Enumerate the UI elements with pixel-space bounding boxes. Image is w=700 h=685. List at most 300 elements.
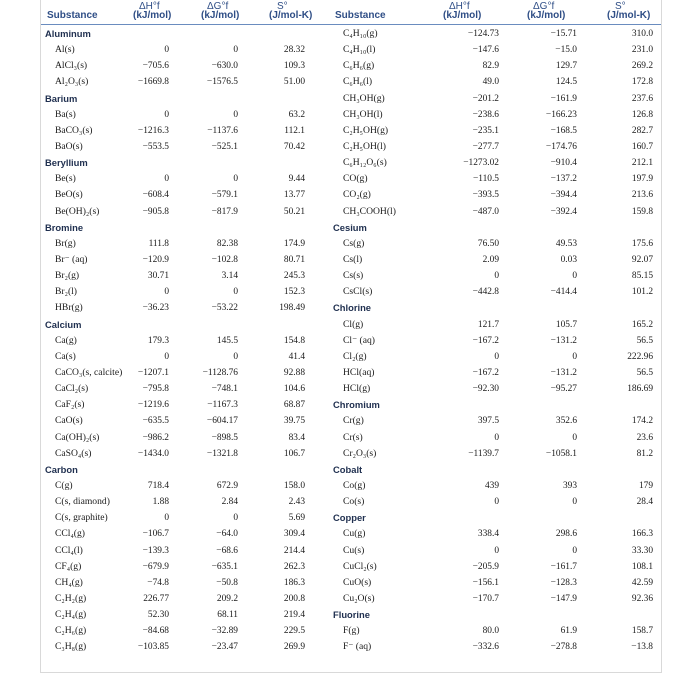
dg-value: −161.9 xyxy=(550,93,577,104)
substance-name: Cl(g) xyxy=(343,318,364,330)
substance-name: Ca(s) xyxy=(55,350,76,362)
s-value: 39.75 xyxy=(283,416,305,427)
substance-name: CO₂(g) xyxy=(343,189,371,201)
header-dg-unit-left: (kJ/mol) xyxy=(201,10,240,21)
dg-value: −50.8 xyxy=(216,577,238,588)
s-value: 56.5 xyxy=(636,367,653,378)
dh-value: −139.3 xyxy=(142,545,169,556)
blank-cell xyxy=(111,91,169,107)
blank-cell xyxy=(435,462,499,478)
dg-value: −128.3 xyxy=(550,577,577,588)
group-heading: Cobalt xyxy=(333,463,363,475)
dh-value: −170.7 xyxy=(472,593,499,604)
substance-name: C₂H₅OH(g) xyxy=(343,124,389,136)
blank-cell xyxy=(255,91,305,107)
right-dh-column xyxy=(435,26,499,655)
blank-cell xyxy=(111,155,169,171)
s-value: 282.7 xyxy=(631,125,653,136)
substance-name: CaF₂(s) xyxy=(55,399,85,411)
substance-name: CuCl₂(s) xyxy=(343,560,377,572)
dh-value: −905.8 xyxy=(142,206,169,217)
substance-name: CaO(s) xyxy=(55,415,83,427)
dg-value: −102.8 xyxy=(211,254,238,265)
s-value: 41.4 xyxy=(288,351,305,362)
s-value: 154.8 xyxy=(283,335,305,346)
table-header xyxy=(41,0,661,25)
s-value: 106.7 xyxy=(283,448,305,459)
s-value: 174.2 xyxy=(631,416,653,427)
blank-cell xyxy=(181,26,238,42)
dg-value: −414.4 xyxy=(550,287,577,298)
dh-value: 0 xyxy=(494,432,499,443)
dg-value: 0 xyxy=(233,45,238,56)
s-value: 101.2 xyxy=(631,287,653,298)
dh-value: −679.9 xyxy=(142,561,169,572)
substance-name: C₂H₄(g) xyxy=(55,609,87,621)
dh-value: 2.09 xyxy=(482,254,499,265)
dg-value: 0 xyxy=(572,432,577,443)
dh-value: −167.2 xyxy=(472,367,499,378)
substance-name: C₂H₂(g) xyxy=(55,592,87,604)
substance-name: CsCl(s) xyxy=(343,286,373,298)
dg-value: −174.76 xyxy=(545,141,577,152)
dg-value: 0 xyxy=(233,109,238,120)
dg-value: 3.14 xyxy=(221,271,238,282)
group-heading: Bromine xyxy=(45,221,84,233)
substance-name: CH₃OH(g) xyxy=(343,92,385,104)
s-value: 108.1 xyxy=(631,561,653,572)
s-value: 237.6 xyxy=(631,93,653,104)
s-value: 33.30 xyxy=(631,545,653,556)
substance-name: Ca(g) xyxy=(55,334,77,346)
substance-name: Al₂O₃(s) xyxy=(55,76,89,88)
blank-cell xyxy=(593,607,653,623)
substance-name: C₆H₆(g) xyxy=(343,60,375,72)
dh-value: 0 xyxy=(164,174,169,185)
dh-value: −120.9 xyxy=(142,254,169,265)
blank-cell xyxy=(593,397,653,413)
left-dg-column xyxy=(181,26,238,655)
s-value: 219.4 xyxy=(283,610,305,621)
s-value: 310.0 xyxy=(631,29,653,39)
s-value: 186.69 xyxy=(627,384,653,395)
dh-value: −1207.1 xyxy=(137,367,169,378)
s-value: 13.77 xyxy=(283,190,305,201)
s-value: 262.3 xyxy=(283,561,305,572)
s-value: 42.59 xyxy=(631,577,653,588)
dg-value: 82.38 xyxy=(216,238,238,249)
substance-name: Ba(s) xyxy=(55,108,76,120)
substance-name: Cs(s) xyxy=(343,270,364,282)
header-dh-unit-left: (kJ/mol) xyxy=(133,10,172,21)
s-value: 231.0 xyxy=(631,45,653,56)
dg-value: −630.0 xyxy=(211,61,238,72)
right-substance-column xyxy=(333,26,433,655)
s-value: 109.3 xyxy=(283,61,305,72)
dg-value: 61.9 xyxy=(560,626,577,637)
dh-value: −92.30 xyxy=(472,384,499,395)
dh-value: −332.6 xyxy=(472,642,499,653)
dh-value: 76.50 xyxy=(477,238,499,249)
s-value: 92.07 xyxy=(631,254,653,265)
dg-value: −32.89 xyxy=(211,626,238,637)
s-value: 152.3 xyxy=(283,287,305,298)
dg-value: 68.11 xyxy=(217,610,238,621)
dg-value: 2.84 xyxy=(221,497,238,508)
substance-name: Cu(s) xyxy=(343,544,365,556)
dh-value: 0 xyxy=(164,513,169,524)
s-value: 28.32 xyxy=(283,45,305,56)
substance-name: CH₄(g) xyxy=(55,576,83,588)
blank-cell xyxy=(111,26,169,42)
dg-value: −147.9 xyxy=(550,593,577,604)
s-value: 68.87 xyxy=(283,400,305,411)
header-dh-unit-right: (kJ/mol) xyxy=(443,10,482,21)
blank-cell xyxy=(593,300,653,316)
substance-name: Cu₂O(s) xyxy=(343,592,375,604)
dh-value: 49.0 xyxy=(482,77,499,88)
blank-cell xyxy=(111,462,169,478)
s-value: 186.3 xyxy=(283,577,305,588)
header-substance-right: Substance xyxy=(335,10,386,21)
blank-cell xyxy=(593,462,653,478)
s-value: 81.2 xyxy=(636,448,653,459)
s-value: 80.71 xyxy=(283,254,305,265)
dh-value: −1273.02 xyxy=(463,158,499,169)
dg-value: −168.5 xyxy=(550,125,577,136)
s-value: 172.8 xyxy=(631,77,653,88)
blank-cell xyxy=(181,462,238,478)
substance-name: C(s, graphite) xyxy=(55,512,108,524)
s-value: 51.00 xyxy=(283,77,305,88)
dh-value: 439 xyxy=(484,480,499,491)
blank-cell xyxy=(435,607,499,623)
dg-value: −68.6 xyxy=(216,545,238,556)
s-value: 104.6 xyxy=(283,384,305,395)
substance-name: Co(s) xyxy=(343,496,365,508)
group-heading: Fluorine xyxy=(333,609,370,621)
dh-value: −103.85 xyxy=(137,642,169,653)
dh-value: −277.7 xyxy=(472,141,499,152)
dh-value: 0 xyxy=(164,109,169,120)
header-dg-right: ΔG°f xyxy=(533,1,555,12)
dh-value: −553.5 xyxy=(142,141,169,152)
group-heading: Chromium xyxy=(333,399,380,411)
substance-name: CH₃OH(l) xyxy=(343,108,383,120)
s-value: 2.43 xyxy=(288,497,305,508)
left-dh-column xyxy=(111,26,169,655)
dg-value: −161.7 xyxy=(550,561,577,572)
group-heading: Barium xyxy=(45,92,78,104)
substance-name: Br(g) xyxy=(55,237,76,249)
substance-name: C(g) xyxy=(55,479,73,491)
dh-value: 0 xyxy=(164,351,169,362)
right-dg-column xyxy=(515,26,577,655)
substance-name: Br⁻ (aq) xyxy=(55,253,88,265)
s-value: 56.5 xyxy=(636,335,653,346)
blank-cell xyxy=(181,220,238,236)
dg-value: 0 xyxy=(572,545,577,556)
substance-name: CaCl₂(s) xyxy=(55,383,89,395)
dg-value: −910.4 xyxy=(550,158,577,169)
blank-cell xyxy=(435,397,499,413)
substance-name: Co(g) xyxy=(343,479,366,491)
substance-name: BeO(s) xyxy=(55,189,83,201)
dg-value: −579.1 xyxy=(211,190,238,201)
substance-name: C₃H₈(g) xyxy=(55,641,87,653)
s-value: 214.4 xyxy=(283,545,305,556)
dh-value: 0 xyxy=(494,271,499,282)
blank-cell xyxy=(111,220,169,236)
dh-value: −167.2 xyxy=(472,335,499,346)
blank-cell xyxy=(255,220,305,236)
header-dg-unit-right: (kJ/mol) xyxy=(527,10,566,21)
substance-name: CuO(s) xyxy=(343,576,372,588)
dg-value: −15.0 xyxy=(555,45,577,56)
dg-value: −392.4 xyxy=(550,206,577,217)
dh-value: −795.8 xyxy=(142,384,169,395)
thermo-table xyxy=(40,0,662,673)
s-value: 85.15 xyxy=(631,271,653,282)
dh-value: −205.9 xyxy=(472,561,499,572)
dg-value: −525.1 xyxy=(211,141,238,152)
dh-value: −487.0 xyxy=(472,206,499,217)
substance-name: CaSO₄(s) xyxy=(55,447,92,459)
group-heading: Aluminum xyxy=(45,28,91,39)
header-dh-right: ΔH°f xyxy=(449,1,470,12)
header-s-left: S° xyxy=(277,1,288,12)
dg-value: −137.2 xyxy=(550,174,577,185)
s-value: −13.8 xyxy=(631,642,653,653)
dh-value: −201.2 xyxy=(472,93,499,104)
dg-value: −1167.3 xyxy=(207,400,238,411)
dh-value: 111.8 xyxy=(148,238,169,249)
s-value: 23.6 xyxy=(636,432,653,443)
blank-cell xyxy=(593,510,653,526)
dh-value: 0 xyxy=(164,45,169,56)
dh-value: −238.6 xyxy=(472,109,499,120)
substance-name: Cs(l) xyxy=(343,253,363,265)
dg-value: 0 xyxy=(233,513,238,524)
s-value: 158.7 xyxy=(631,626,653,637)
left-s-column xyxy=(255,26,305,655)
dg-value: −166.23 xyxy=(545,109,577,120)
dg-value: 0 xyxy=(572,271,577,282)
dh-value: −1219.6 xyxy=(137,400,169,411)
substance-name: C₂H₆(g) xyxy=(55,625,87,637)
dh-value: −986.2 xyxy=(142,432,169,443)
blank-cell xyxy=(515,462,577,478)
s-value: 309.4 xyxy=(283,529,305,540)
dh-value: −124.73 xyxy=(467,29,499,39)
dh-value: −393.5 xyxy=(472,190,499,201)
substance-name: BaO(s) xyxy=(55,140,83,152)
dh-value: −110.5 xyxy=(472,174,499,185)
dh-value: −84.68 xyxy=(142,626,169,637)
s-value: 112.1 xyxy=(284,125,305,136)
s-value: 179 xyxy=(638,480,653,491)
dh-value: 718.4 xyxy=(147,480,169,491)
dg-value: −131.2 xyxy=(550,367,577,378)
s-value: 245.3 xyxy=(283,271,305,282)
dh-value: 338.4 xyxy=(477,529,499,540)
s-value: 197.9 xyxy=(631,174,653,185)
substance-name: CaCO₃(s, calcite) xyxy=(55,366,123,378)
substance-name: Al(s) xyxy=(55,44,75,56)
dg-value: −1058.1 xyxy=(545,448,577,459)
dh-value: −106.7 xyxy=(142,529,169,540)
s-value: 198.49 xyxy=(279,303,305,314)
dg-value: −1321.8 xyxy=(206,448,238,459)
dg-value: −15.71 xyxy=(550,29,577,39)
blank-cell xyxy=(435,510,499,526)
substance-name: HBr(g) xyxy=(55,302,83,314)
s-value: 92.36 xyxy=(631,593,653,604)
s-value: 165.2 xyxy=(631,319,653,330)
dh-value: 179.3 xyxy=(147,335,169,346)
dg-value: 49.53 xyxy=(555,238,577,249)
substance-name: C₂H₅OH(l) xyxy=(343,140,386,152)
dg-value: −64.0 xyxy=(216,529,238,540)
substance-name: Cr(g) xyxy=(343,415,364,427)
substance-name: F(g) xyxy=(343,625,360,637)
substance-name: CCl₄(l) xyxy=(55,544,83,556)
dh-value: −1216.3 xyxy=(137,125,169,136)
dg-value: 0 xyxy=(233,287,238,298)
s-value: 269.2 xyxy=(631,61,653,72)
dg-value: −278.8 xyxy=(550,642,577,653)
dg-value: −817.9 xyxy=(211,206,238,217)
dh-value: −1669.8 xyxy=(137,77,169,88)
substance-name: C(s, diamond) xyxy=(55,496,110,508)
s-value: 175.6 xyxy=(631,238,653,249)
dg-value: 0 xyxy=(233,174,238,185)
s-value: 174.9 xyxy=(283,238,305,249)
substance-name: Cu(g) xyxy=(343,528,366,540)
group-heading: Cesium xyxy=(333,221,367,233)
header-dh-left: ΔH°f xyxy=(139,1,160,12)
substance-name: CCl₄(g) xyxy=(55,528,85,540)
dh-value: −635.5 xyxy=(142,416,169,427)
dg-value: −748.1 xyxy=(211,384,238,395)
dh-value: −1434.0 xyxy=(137,448,169,459)
blank-cell xyxy=(515,300,577,316)
dg-value: 209.2 xyxy=(216,593,238,604)
s-value: 70.42 xyxy=(283,141,305,152)
dg-value: 105.7 xyxy=(555,319,577,330)
dg-value: −604.17 xyxy=(206,416,238,427)
dh-value: −36.23 xyxy=(142,303,169,314)
dh-value: 0 xyxy=(494,545,499,556)
substance-name: C₄H₁₀(g) xyxy=(343,28,378,39)
blank-cell xyxy=(181,91,238,107)
blank-cell xyxy=(255,317,305,333)
substance-name: Cl₂(g) xyxy=(343,350,367,362)
substance-name: Cr(s) xyxy=(343,431,363,443)
dh-value: 0 xyxy=(494,497,499,508)
dg-value: −898.5 xyxy=(211,432,238,443)
substance-name: HCl(aq) xyxy=(343,366,375,378)
group-heading: Beryllium xyxy=(45,157,88,169)
dh-value: 1.88 xyxy=(152,497,169,508)
substance-name: Br₂(g) xyxy=(55,270,80,282)
s-value: 126.8 xyxy=(631,109,653,120)
dh-value: −156.1 xyxy=(472,577,499,588)
substance-name: Cl⁻ (aq) xyxy=(343,334,375,346)
dg-value: 145.5 xyxy=(216,335,238,346)
s-value: 200.8 xyxy=(283,593,305,604)
s-value: 160.7 xyxy=(631,141,653,152)
s-value: 213.6 xyxy=(631,190,653,201)
s-value: 212.1 xyxy=(631,158,653,169)
dh-value: −705.6 xyxy=(142,61,169,72)
substance-name: C₆H₁₂O₆(s) xyxy=(343,157,387,169)
dg-value: −53.22 xyxy=(211,303,238,314)
dh-value: −147.6 xyxy=(472,45,499,56)
substance-name: F⁻ (aq) xyxy=(343,641,372,653)
dh-value: 30.71 xyxy=(147,271,169,282)
header-s-unit-left: (J/mol-K) xyxy=(269,10,313,21)
dg-value: −131.2 xyxy=(550,335,577,346)
blank-cell xyxy=(181,155,238,171)
s-value: 9.44 xyxy=(288,174,305,185)
substance-name: CF₄(g) xyxy=(55,560,82,572)
s-value: 222.96 xyxy=(627,351,653,362)
dh-value: 0 xyxy=(494,351,499,362)
s-value: 83.4 xyxy=(288,432,305,443)
blank-cell xyxy=(515,397,577,413)
substance-name: HCl(g) xyxy=(343,383,371,395)
substance-name: Cs(g) xyxy=(343,237,365,249)
header-s-right: S° xyxy=(615,1,626,12)
substance-name: C₄H₁₀(l) xyxy=(343,44,376,56)
dh-value: −1139.7 xyxy=(468,448,499,459)
blank-cell xyxy=(111,317,169,333)
substance-name: Ca(OH)₂(s) xyxy=(55,431,100,443)
blank-cell xyxy=(255,155,305,171)
dg-value: −1576.5 xyxy=(206,77,238,88)
header-s-unit-right: (J/mol-K) xyxy=(607,10,651,21)
blank-cell xyxy=(435,300,499,316)
blank-cell xyxy=(255,462,305,478)
dg-value: 393 xyxy=(562,480,577,491)
dh-value: 397.5 xyxy=(477,416,499,427)
dh-value: 0 xyxy=(164,287,169,298)
dh-value: 121.7 xyxy=(477,319,499,330)
header-dg-left: ΔG°f xyxy=(207,1,229,12)
dg-value: 0.03 xyxy=(560,254,577,265)
substance-name: AlCl₃(s) xyxy=(55,60,88,72)
s-value: 159.8 xyxy=(631,206,653,217)
dg-value: 672.9 xyxy=(216,480,238,491)
blank-cell xyxy=(435,220,499,236)
dg-value: −635.1 xyxy=(211,561,238,572)
dg-value: −23.47 xyxy=(211,642,238,653)
substance-name: Cr₂O₃(s) xyxy=(343,447,377,459)
dg-value: 124.5 xyxy=(555,77,577,88)
dg-value: 352.6 xyxy=(555,416,577,427)
dg-value: −95.27 xyxy=(550,384,577,395)
group-heading: Calcium xyxy=(45,318,82,330)
dh-value: −74.8 xyxy=(147,577,169,588)
dh-value: −608.4 xyxy=(142,190,169,201)
dg-value: 0 xyxy=(572,497,577,508)
blank-cell xyxy=(593,220,653,236)
substance-name: CO(g) xyxy=(343,173,368,185)
blank-cell xyxy=(181,317,238,333)
dh-value: 52.30 xyxy=(147,610,169,621)
dh-value: 80.0 xyxy=(482,626,499,637)
